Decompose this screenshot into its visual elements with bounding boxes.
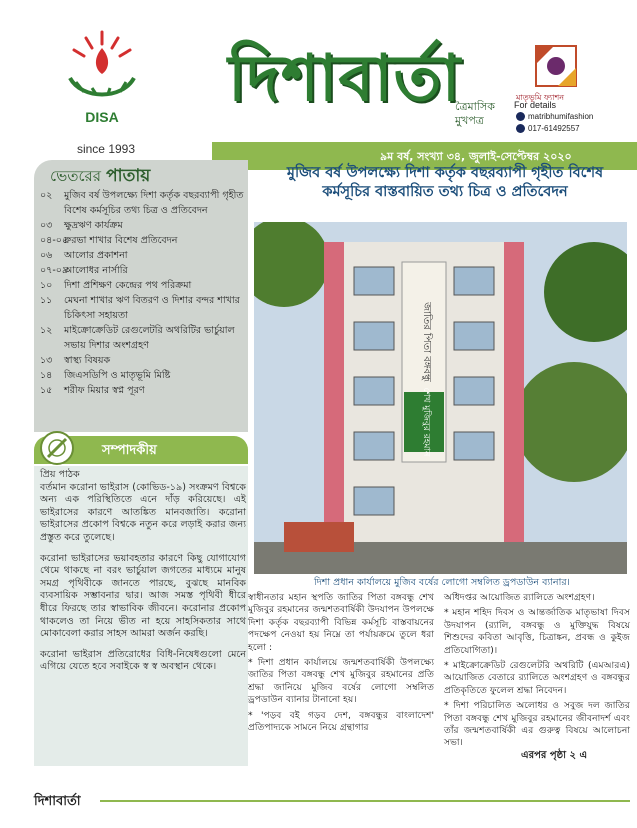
editorial-paragraph-2: করোনা ভাইরাসের ভয়াবহতার কারণে কিছু যোগাযোগ থেমে থাকছে না বরং ভার্চুয়াল জগতের মাধ্যমে মানুষ সমগ্র পৃথিবীকে জানতে পারছে, বুঝছে মানবিক ব্যবসায়িক সম্ভাবনার দ্বার। আজ সমস্ত পৃথিবী ধীরে ধীরে ফিরছে তার স্বাভাবিক জীবনে। করোনার প্রকোপ থাকলেও তা নিয়ে ভীত না হয়ে সাহসিকতার সাথে মোকাবেলা করার সাহস আমরা অর্জন করছি। xyxy=(40,552,246,640)
toc-item[interactable]: ০৩ ক্ষুদ্রঋণ কার্যক্রম xyxy=(40,220,123,231)
footer-divider xyxy=(100,800,630,802)
disa-logo-icon xyxy=(62,30,142,135)
masthead-subtitle-2: মুখপত্র xyxy=(455,114,484,127)
banner-text-name: শেখ মুজিবুর রহমান xyxy=(421,387,431,457)
ad-brand-name: মাতৃভূমি ফ্যাশন xyxy=(516,93,564,102)
continued-note[interactable]: এরপর পৃষ্ঠা ২ এ xyxy=(521,750,588,761)
toc-item[interactable]: ১০ দিশা প্রশিক্ষণ কেন্দ্রের পথ পরিক্রমা xyxy=(40,280,192,291)
editorial-text xyxy=(40,469,246,682)
article-headline: মুজিব বর্ষ উপলক্ষ্যে দিশা কর্তৃক বছরব্যাপী গৃহীত বিশেষ কর্মসূচির বাস্তবায়িত তথ্য চিত্র ও প্রতিবেদন xyxy=(286,165,604,200)
toc-item[interactable]: ০৪-০৫ রুরভা শাখার বিশেষ প্রতিবেদন xyxy=(40,235,178,246)
toc-list xyxy=(40,188,246,398)
toc-item[interactable]: ১৫ শরীফ মিয়ার স্বপ্ন পূরণ xyxy=(40,385,145,396)
issue-line: ৯ম বর্ষ, সংখ্যা ৩৪, জুলাই-সেপ্টেম্বর ২০২০ xyxy=(380,150,572,163)
toc-item[interactable]: ০২ মুজিব বর্ষ উপলক্ষ্যে দিশা কর্তৃক বছরব্যাপী গৃহীত বিশেষ কর্মসূচির তথ্য চিত্র ও প্রতিবেদন xyxy=(40,190,244,216)
article-col1-p3: * 'পড়ব বই গড়ব দেশ, বঙ্গবন্ধুর বাংলাদেশ' প্রতিপাদ্যকে সামনে নিয়ে গ্রন্থাগার xyxy=(248,709,434,734)
toc-item[interactable]: ১৪ জিএসডিপি ও মাতৃভূমি মিষ্টি xyxy=(40,370,171,381)
header xyxy=(0,0,637,170)
sponsor-ad xyxy=(510,40,620,135)
toc-item[interactable]: ০৬ আলোর প্রকাশনা xyxy=(40,250,128,261)
toc-item[interactable]: ১১ মেঘনা শাখার ঋণ বিতরণ ও দিশার বন্দর শাখার চিকিৎসা সহায়তা xyxy=(40,295,240,321)
toc-item[interactable]: ১৩ স্বাস্থ্য বিষয়ক xyxy=(40,355,111,366)
ad-for-details: For details xyxy=(514,100,557,110)
building-illustration xyxy=(254,222,627,574)
article-column-2 xyxy=(444,592,630,749)
ad-facebook[interactable] xyxy=(516,112,593,121)
pen-icon-graphic xyxy=(42,433,72,463)
logo-text: DISA xyxy=(85,109,119,125)
building-photo xyxy=(254,222,627,574)
phone-icon xyxy=(516,124,525,133)
facebook-icon xyxy=(516,112,525,121)
article-col1-p2: * দিশা প্রধান কার্যালয়ে জন্মশতবার্ষিকী উপলক্ষ্যে জাতির পিতা বঙ্গবন্ধু শেখ মুজিবুর রহমানের প্রতি শ্রদ্ধা জানিয়ে মুজিব বর্ষের লোগো সম্বলিত ড্রপডাউন ব্যানার টানানো হয়। xyxy=(248,657,434,706)
since-year: since 1993 xyxy=(76,142,136,156)
toc-heading-a: ভেতরের xyxy=(50,167,102,185)
editorial-title: সম্পাদকীয় xyxy=(102,443,157,458)
toc-heading-b: পাতায় xyxy=(106,166,151,186)
editorial-paragraph-3: করোনা ভাইরাস প্রতিরোধের বিধি-নিষেধগুলো মেনে এগিয়ে যেতে হবে সবাইকে স্ব স্ব অবস্থান থেকে। xyxy=(40,648,246,673)
article-col2-p4: * দিশা পরিচালিত অলোধর ও সবুজ দল জাতির পিতা বঙ্গবন্ধু শেখ মুজিবুর রহমানের জীবনাদর্শ এবং তাঁর জন্মশতবার্ষিকী এর গুরুত্ব বিষয়ে আলোচনা সভা। xyxy=(444,700,630,749)
ad-facebook-handle: matribhumifashion xyxy=(528,112,594,121)
editorial-greeting: প্রিয় পাঠক xyxy=(40,469,80,480)
toc-item[interactable]: ১২ মাইক্রোক্রেডিট রেগুলেটরি অথরিটির ভার্চুয়াল সভায় দিশার অংশগ্রহণ xyxy=(40,325,235,351)
photo-caption: দিশা প্রধান কার্যালয়ে মুজিব বর্ষের লোগো সম্বলিত ড্রপডাউন ব্যানার। xyxy=(314,577,570,588)
footer-title: দিশাবার্তা xyxy=(34,794,81,809)
masthead-subtitle-1: ত্রৈমাসিক xyxy=(455,100,495,113)
ad-phone[interactable] xyxy=(516,124,580,133)
masthead-title: দিশাবার্তা xyxy=(228,42,462,116)
banner-text-top: জাতির পিতা বঙ্গবন্ধু xyxy=(421,302,432,382)
toc-item[interactable]: ০৭-০৯ আলোধর নার্সারি xyxy=(40,265,128,276)
pen-icon xyxy=(40,431,74,465)
article-column-1 xyxy=(248,592,434,744)
article-col2-p1: অধিদপ্তর আয়োজিত র‍্যালিতে অংশগ্রহণ। xyxy=(444,592,595,603)
article-col2-p3: * মাইক্রোক্রেডিট রেগুলেটরি অথরিটি (এমআরএ) আয়োজিত বেতারে র‍্যালিতে অংশগ্রহণ ও বঙ্গবন্ধুর প্রতিকৃতিতে ফুলেল শ্রদ্ধা নিবেদন। xyxy=(444,660,630,696)
toc-heading xyxy=(50,163,150,191)
editorial-paragraph-1: বর্তমান করোনা ভাইরাস (কোভিড-১৯) সংক্রমণ বিশ্বকে অন্য এক পরিস্থিতিতে এনে দাঁড় করিয়েছে। এই ভাইরাসের কারণে আতঙ্কিত মানবজাতি। করোনা ভাইরাসের প্রকোপ বিশ্বকে নতুন করে লড়াই করার জন্য প্রস্তুত করে তুলেছে। xyxy=(40,481,246,543)
ad-phone-number: 017-61492557 xyxy=(528,124,580,133)
logo-column xyxy=(0,0,212,170)
article-col1-p1: স্বাধীনতার মহান স্থপতি জাতির পিতা বঙ্গবন্ধু শেখ মুজিবুর রহমানের জন্মশতবার্ষিকী উদযাপন উপলক্ষে দিশা কর্তৃক বছরব্যাপী বিভিন্ন কর্মসূচি বাস্তবায়নের পদক্ষেপ নেওয়া হয় নিম্নে তা পর্যায়ক্রমে তুলে ধরা হলো : xyxy=(248,592,434,653)
article-col2-p2: * মহান শহিদ দিবস ও আন্তর্জাতিক মাতৃভাষা দিবস উদযাপন (র‍্যালি, বঙ্গবন্ধু ও মুক্তিযুদ্ধ বিষয়ে শিশুদের কবিতা আবৃত্তি, চিত্রাঙ্কন, প্রবন্ধ ও কুইজ প্রতিযোগিতা)। xyxy=(444,607,630,656)
matribhumi-logo-icon xyxy=(532,42,580,90)
